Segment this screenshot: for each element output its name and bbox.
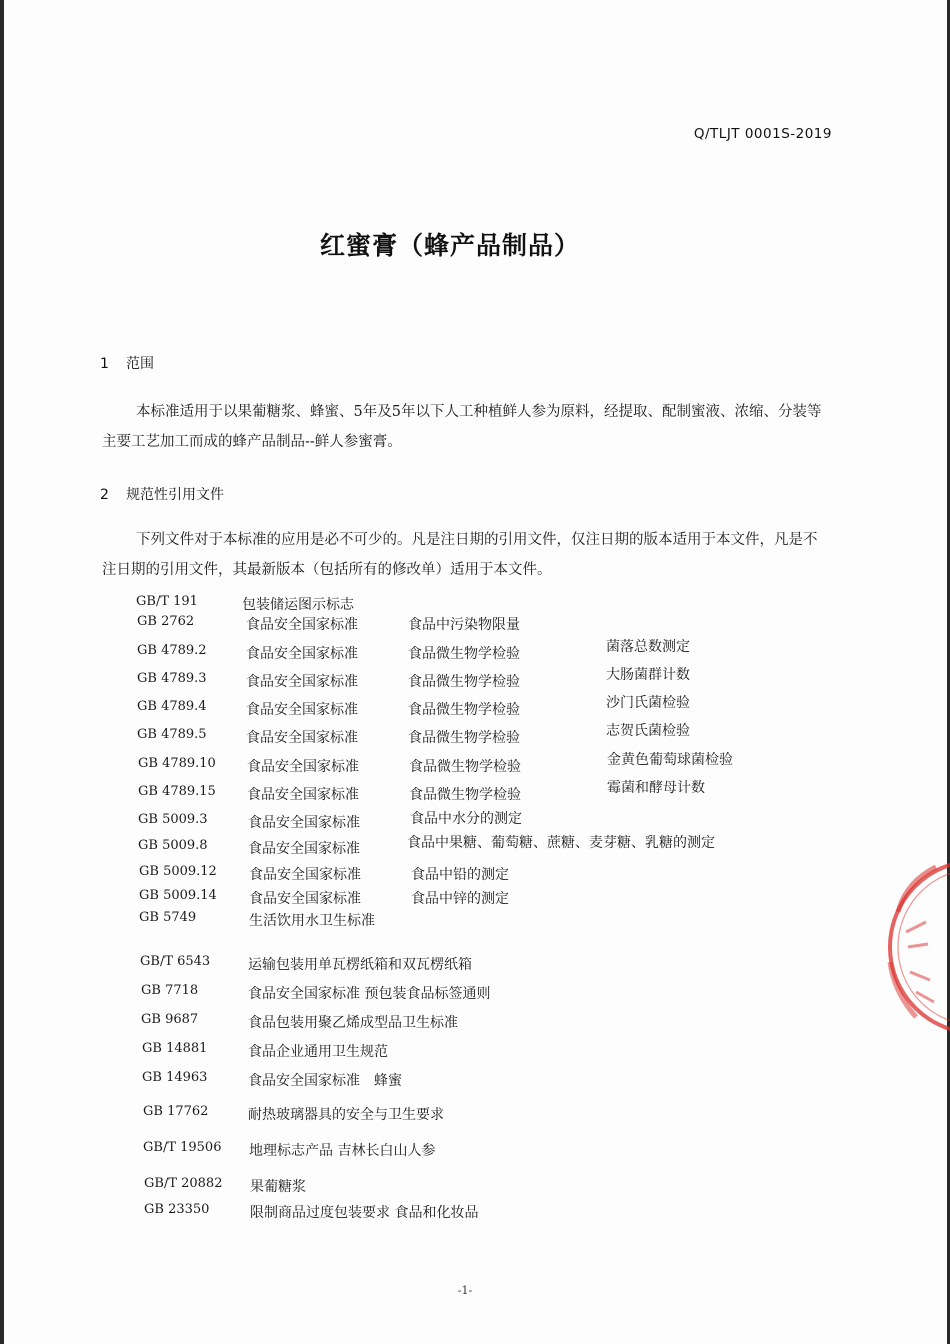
reference-code: GB 4789.15 [138,784,216,799]
reference-title: 食品安全国家标准 [246,674,358,690]
reference-code: GB 2762 [137,614,195,629]
reference-subtitle: 食品微生物学检验 [408,702,520,718]
section-number: 1 [100,356,109,372]
scan-edge-left [0,0,4,1344]
reference-subtitle: 食品中锌的测定 [411,891,509,907]
reference-subtitle: 食品微生物学检验 [409,759,521,775]
reference-detail: 沙门氏菌检验 [606,695,690,711]
reference-title: 地理标志产品 吉林长白山人参 [249,1143,436,1159]
official-seal-stamp [876,852,950,1042]
reference-code: GB/T 20882 [144,1176,223,1191]
reference-title: 食品安全国家标准 [248,815,360,831]
reference-title: 耐热玻璃器具的安全与卫生要求 [248,1107,444,1123]
reference-title: 食品安全国家标准 [249,891,361,907]
reference-code: GB/T 191 [136,594,198,609]
reference-subtitle: 食品微生物学检验 [408,674,520,690]
page-number: -1- [457,1284,473,1297]
section-2-paragraph: 下列文件对于本标准的应用是必不可少的。凡是注日期的引用文件，仅注日期的版本适用于本文件，凡是不注日期的引用文件，其最新版本（包括所有的修改单）适用于本文件。 [102,532,818,578]
reference-code: GB 5749 [139,910,197,925]
reference-code: GB 14881 [142,1041,208,1056]
reference-title: 食品安全国家标准 [246,702,358,718]
reference-code: GB 4789.5 [137,727,207,742]
reference-code: GB 5009.12 [139,864,217,879]
reference-title: 食品安全国家标准 [246,730,358,746]
reference-code: GB 23350 [144,1202,210,1217]
reference-subtitle: 食品中果糖、葡萄糖、蔗糖、麦芽糖、乳糖的测定 [407,835,715,851]
reference-code: GB 5009.8 [138,838,208,853]
reference-title: 食品安全国家标准 [247,787,359,803]
reference-code: GB 17762 [143,1104,209,1119]
reference-subtitle: 食品中水分的测定 [410,811,522,827]
seal-icon [876,852,950,1042]
reference-title: 食品安全国家标准 [249,867,361,883]
reference-title: 运输包装用单瓦楞纸箱和双瓦楞纸箱 [248,957,472,973]
reference-subtitle: 食品微生物学检验 [408,646,520,662]
reference-code: GB 7718 [141,983,199,998]
section-title: 范围 [126,356,154,372]
reference-code: GB/T 6543 [140,954,211,969]
reference-code: GB/T 19506 [143,1140,222,1155]
reference-title: 食品企业通用卫生规范 [248,1044,388,1060]
reference-title: 生活饮用水卫生标准 [249,913,375,929]
reference-title: 食品安全国家标准 [246,646,358,662]
reference-title: 果葡糖浆 [250,1179,306,1195]
reference-code: GB 4789.3 [137,671,207,686]
reference-detail: 大肠菌群计数 [606,667,690,683]
reference-code: GB 4789.10 [138,756,216,771]
reference-detail: 霉菌和酵母计数 [607,780,705,796]
reference-title: 包装储运图示标志 [242,597,354,613]
reference-code: GB 5009.3 [138,812,208,827]
reference-subtitle: 食品微生物学检验 [408,730,520,746]
reference-code: GB 14963 [142,1070,208,1085]
reference-subtitle: 食品微生物学检验 [409,787,521,803]
reference-title: 食品安全国家标准 [248,841,360,857]
reference-title: 食品安全国家标准 [246,617,358,633]
reference-title: 食品安全国家标准 蜂蜜 [248,1073,402,1089]
reference-code: GB 9687 [141,1012,199,1027]
section-1-paragraph: 本标准适用于以果葡糖浆、蜂蜜、5年及5年以下人工种植鲜人参为原料，经提取、配制蜜液、浓缩、分装等主要工艺加工而成的蜂产品制品--鲜人参蜜膏。 [102,404,822,450]
section-number: 2 [100,487,109,503]
document-title: 红蜜膏（蜂产品制品） [319,231,580,260]
reference-subtitle: 食品中铅的测定 [411,867,509,883]
standard-code: Q/TLJT 0001S-2019 [693,126,832,142]
reference-subtitle: 食品中污染物限量 [408,617,520,633]
reference-title: 食品安全国家标准 预包装食品标签通则 [248,986,491,1002]
reference-title: 限制商品过度包装要求 食品和化妆品 [250,1205,479,1221]
section-title: 规范性引用文件 [126,487,224,503]
section-2-heading [100,484,224,504]
reference-detail: 菌落总数测定 [606,639,690,655]
reference-detail: 志贺氏菌检验 [606,723,690,739]
reference-code: GB 5009.14 [139,888,217,903]
reference-title: 食品安全国家标准 [247,759,359,775]
section-1-heading [100,353,154,373]
reference-title: 食品包装用聚乙烯成型品卫生标准 [248,1015,458,1031]
reference-code: GB 4789.2 [137,643,207,658]
reference-code: GB 4789.4 [137,699,207,714]
reference-detail: 金黄色葡萄球菌检验 [607,752,733,768]
